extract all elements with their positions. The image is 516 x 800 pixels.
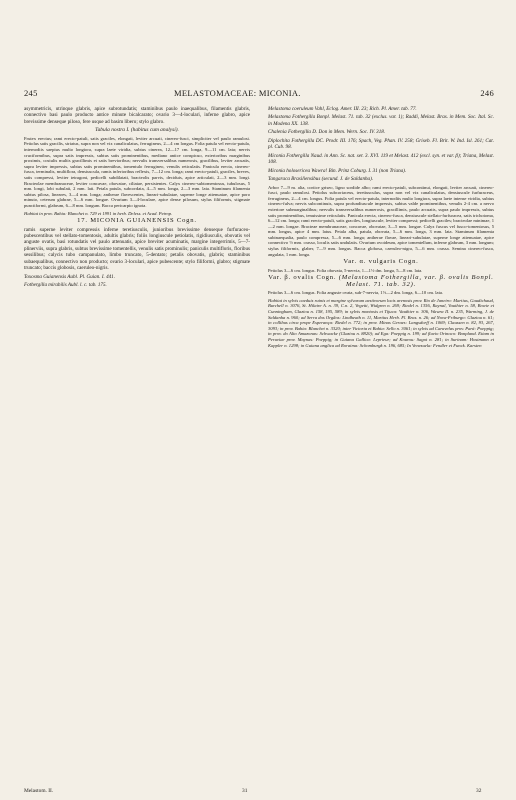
synonym-2: Fothergilla mirabilis Aubl. l. c. tab. 175.	[24, 282, 107, 289]
reference-2: Melastoma Fothergilla Bonpl. Melast. 71. tab. 32 (exclus. var. 1); Raddi, Melast. Bras. in Mem. Soc. Ital. Sc. in Modena XX. 138.	[268, 114, 494, 127]
page-header	[24, 88, 494, 100]
running-title: MELASTOMACEAE: MICONIA.	[174, 88, 301, 98]
page-number-right: 246	[480, 88, 494, 98]
footer-sheet-number-right: 32	[476, 788, 482, 794]
variety-beta-title: Var. β. ovalis Cogn.	[268, 274, 337, 282]
diagnosis-continued: asymmetricis, utrinque glabris, apice subrotundatis; staminibus paulo inaequalibus, filamentis glabris, connectivo basi paulo producto antice minute bicalcarato; ovario 3—4-loculari, inferne glabro, apice brevissime denseque piloso, fere usque ad basim libero; stylo glabro.	[24, 106, 250, 125]
habitat-note: Habitat in prov. Bahia: Blanchet n. 729 et 1991 in herb. Deless. et Acad. Petrop.	[24, 210, 173, 216]
species-heading: 17. MICONIA GUIANENSIS Cogn.	[77, 217, 197, 225]
reference-6: Miconia holosericea Wawra! Bin. Prinz Coburg. I. 31 (non Triana).	[268, 167, 407, 174]
reference-3: Chalenia Fothergilla D. Don in Mem. Wern. Soc. IV. 318.	[268, 129, 386, 136]
reference-5: Miconia Fothergilla Naud. in Ann. Sc. nat. ser. 3. XVI. 119 et Melast. 412 (excl. syn. et var. β); Triana, Melast. 108.	[268, 152, 494, 166]
page	[24, 88, 494, 794]
tabula-caption: Tabula nostra I. (habitus cum analysi).	[95, 127, 179, 134]
species-description: Frutex erectus; rami erecto-patuli, satis graciles, elongati, leviter arcuati, cinereo-fusci, simpliciter vel paulo ramulosi. Petiolus satis gracilis, striatus, supra non vel vix canaliculatus, ferrugineus, 2—4 cm longus. Folia patula vel erecto-patula, internodiis saepius multo longiora, supra laete viridia, subtus cinerea, 12—17 cm. longa, 9—11 cm. lata; nervis cruciformibus, supra satis impressis, subtus satis prominentibus, mediano antice conspicuo, exterioribus marginibus proximis, costulis multis gracillimis et satis brevioribus; nervulis transversalibus numerosis, gracilibus, leviter arcuatis, supra leviter impressis, subtus satis prominentibus, tomentulo ferrugineo, venulis reticulatis. Panicula erecta, cinereo-fusca, terminalis, multiflora, densiuscula, ramis inferioribus reflexis, 7—12 cm. longa; rami erecto-patuli, graciles, breves, satis compressi, leviter tetragoni, pedicelli subdilatati, bracteolis parvis, deciduis, apice articulati, 2—3 mm. longi. Bracteolae membranaceae, leviter concavae, obovatae, ciliatae, persistentes. Calyx cinereo-subtomentosus, tubulosus, 5 mm. longi, lobi subulati, 2 mm. lati. Petala patula, subcordata, 4—5 mm. longa, 2—3 mm. lata. Staminum filamenta subtus pilosa, lineares, 3—4 mm. longa; antherae flavescentes, lineari-subulatae, superne longe attenuatae, apice poro minuto, ceterum glabrae, 5—6 mm. longae. Ovarium 3—4-loculare, apice dense pilosum, stylus filiformis, stigmate punctiformi, glabrum, 6—8 mm. longum. Bacca pericarpio ignota.	[24, 135, 250, 208]
reference-1: Melastoma coeruleum Vahl, Eclog. Amer. III. 23; Rich. Pl. Amer. tab. 77.	[268, 106, 417, 112]
left-column	[24, 106, 250, 291]
variety-beta-ref: (Melastoma Fothergilla, var. β. ovalis Bonpl. Melast. 71. tab. 32).	[338, 274, 494, 288]
species-diagnosis: ramis superne leviter compressis inferne teretiusculis, junioribus brevissime denseque furfuraceo-pubescentibus vel stellato-tomentosis, adultis glabris; foliis longiuscule petiolatis, rigidiusculis, obovatis vel anguste ovatis, basi rotundatis vel paulo attenuatis, apice breviter acuminatis, margine integerrimis, 5—7-plinerviis, supra glabris, subtus brevissime tomentellis, venulis satis prominulis; paniculis multifloris, floribus sessilibus; calycis tubo campanulato, limbo truncato, 5-dentato; petalis obovatis, glabris; staminibus subaequalibus, connectivo non producto; ovario 3-loculari, apice pubescente; stylo filiformi, glabro; stigmate truncato; baccis globosis, caeruleo-nigris.	[24, 226, 250, 272]
habitat-right: Habitat in sylvis caeduis ruinis et margine sylvarum aestivorum locis arenosis prov. Rio de Janeiro: Martius, Gaudichaud, Burchell n. 3076, St. Hilaire A. n. 39, C.n. 2, Vegetti, Widgren n. 269; Riedel n. 1356, Raynal, Vauthier n. 58, Bowie et Cunningham, Glaziou n. 158, 195, 589; in sylvis montosis et Tijuca: Vauthier n. 306, Wawra II. n. 235, Warming, J. de Saldanha n. 960; ad Serra dos Orgãos: Lindheath n. 11, Martius Herb. Fl. Bras. n. 26; ad Nova-Friburgo: Glaziou n. 61; in collibus circa prope Esperança: Riedel n. 772; in prov. Minas Geraes: Langsdorff n. 1069; Claussen n. 82, 93, 267, 3093; in prov. Bahia: Blanchet n. 3320; inter Victoria et Bahia: Sello n. 3061; in sylvis ad Caravelas prov. Pará: Poeppig; in prov. do Alto Amazonas: Schwacke (Glaziou n. 8820); ad Ega: Poeppig n. 199; ad fluvio Orinoco: Bonpland. Etiam in Peruviae prov. Maynas: Poeppig; in Guiana Gallica: Leprieur; ad Kourou: Sagot n. 281; in Surinam: Hostmann et Kappler n. 1298; in Guiana anglica ad Roraima: Schomburgk n. 196, 685; In Venezuela: Fendler et Funck. Karsten	[268, 297, 494, 348]
footer-signature: Melastom. II.	[24, 788, 54, 794]
variety-beta-heading	[268, 275, 494, 288]
page-number-left: 245	[24, 88, 38, 98]
right-column	[268, 106, 494, 350]
reference-7: Tangaraca Brasiliensibus (secund. J. de Saldanha).	[268, 176, 374, 183]
variety-alpha-body: Petiolus 3—6 cm. longus. Folia obovata, 5-nervia, 1—1½ dm. longa, 5—8 cm. lata.	[268, 267, 423, 273]
species-description-right: Arbor 7—9 m. alta, cortice griseo, ligno sordide albo; rami erecto-patuli, subcontinui, elongati, leviter arcuati, cinereo-fusci, paulo ramulosi. Petiolus subcoriaceus, teretiusculus, supra non vel vix canaliculatus, densiuscule furfuraceus, ferrugineus, 2—4 cm. longus. Folia patula vel erecto-patula, internodiis multo longiora, supra laete intense viridia, subtus cinereo-fulva; nervis subcontinuis, supra profundiuscule impressis, subtus valde prominentibus, venulis 2-4 cm. a nervo exteriore submarginalibus; nervulis transversalibus numerosis, gracillimis, paulo arcuatis, supra paulo impressis, subtus satis prominentibus, tenuissime reticulatis. Panicula erecta, cinereo-fusca, densiuscule stellato-furfuracea, satis trichotoma, 6—12 cm. longa; rami erecto-patuli, satis graciles, longiuscule, leviter compressi; pedicelli graciles; bracteolae minimae, 1—2 mm. longae. Bracteae membranaceae, concavae, obovatae, 3—5 mm. longae. Calyx fuscus vel fusco-tomentosus, 5 mm. longus, apice 4 mm. latus. Petala alba, patula, obovata, 5—6 mm. longa, 3 mm. lata. Staminum filamenta subinaequalia, paulo compressa, 5—6 mm. longa; antherae flavae, lineari-subulatae, superne longe attenuatae, apice connectivo ½ mm. crasso, loculis satis undulatis. Ovarium ovoideum, apice tomentellum, inferne glabrum, 3 mm. longum; stylus filiformis, glaber, 7—9 mm. longus. Bacca globosa, caeruleo-nigra, 5—6 mm. crassa. Semina cinereo-fusca, angulata, 1 mm. longa.	[268, 184, 494, 257]
footer-sheet-number: 31	[242, 788, 248, 794]
variety-beta-body: Petiolus 3—6 cm. longus. Folia anguste ovata, sub-7-nervia, 1½—2 dm. longa, 6—10 cm. lata.	[268, 290, 444, 296]
reference-4: Diplochita Fothergilla DC. Prodr. III. 176; Spach, Veg. Phan. IV. 258; Griseb. Fl. Brit. W. Ind. Isl. 261; Cat. pl. Cub. 98.	[268, 137, 494, 151]
synonym-1: Toxosma Guianensis Aubl. Pl. Guian. I. 441.	[24, 273, 115, 280]
variety-alpha-heading: Var. α. vulgaris Cogn.	[343, 258, 419, 266]
